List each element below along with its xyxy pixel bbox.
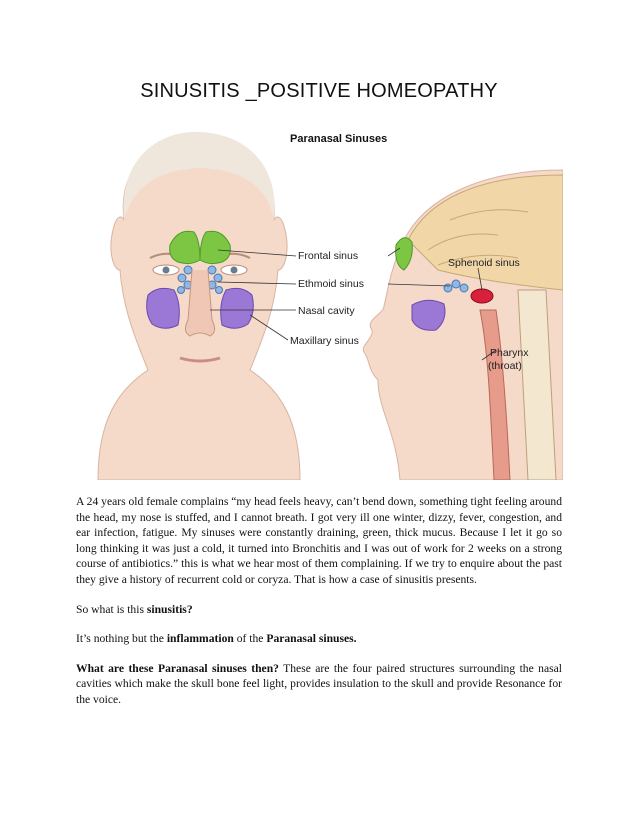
document-title: SINUSITIS _POSITIVE HOMEOPATHY bbox=[140, 80, 498, 102]
question-term: sinusitis? bbox=[146, 602, 193, 616]
label-frontal-sinus: Frontal sinus bbox=[298, 250, 359, 262]
definition-term-sinuses: Paranasal sinuses. bbox=[266, 632, 357, 646]
paragraph-case-description: A 24 years old female complains “my head feels heavy, can’t bend down, something tight feeling around the head, my nose is stuffed, and I cannot breath. I got very ill one winter, dizzy, fever, congestion, and ear infection, fatigue. My sinuses were constantly draining, green, thick mucus. Because I let it go so long thinking it was just a cold, it turned into Bronchitis and I was out of work for 2 weeks on a strong course of antibiotics.” this is what we hear most of them complaining. If we try to enquire about the past they give a history of recurrent cold or coryza. That is how a case of sinusitis presents. bbox=[76, 495, 562, 586]
article-body bbox=[76, 494, 562, 722]
label-nasal-cavity: Nasal cavity bbox=[298, 305, 355, 317]
definition-text-c: of the bbox=[233, 632, 267, 646]
sinuses-answer: These are the four paired structures surrounding the nasal cavities which make the skull bone feel light, provides insulation to the skull and provide Resonance for the voice. bbox=[76, 661, 563, 706]
label-throat: (throat) bbox=[488, 360, 522, 372]
paragraph-paranasal-sinuses bbox=[76, 661, 562, 708]
paranasal-sinuses-illustration bbox=[78, 120, 563, 480]
label-sphenoid-sinus: Sphenoid sinus bbox=[448, 257, 520, 269]
front-face-drawing bbox=[98, 132, 300, 480]
paragraph-definition bbox=[76, 631, 562, 647]
side-head-drawing bbox=[363, 170, 563, 480]
definition-term-inflammation: inflammation bbox=[166, 632, 234, 646]
label-maxillary-sinus: Maxillary sinus bbox=[290, 335, 359, 347]
definition-text-a: It’s nothing but the bbox=[76, 632, 167, 646]
question-text: So what is this bbox=[76, 602, 147, 616]
label-pharynx: Pharynx bbox=[490, 347, 529, 359]
sinuses-question: What are these Paranasal sinuses then? bbox=[76, 661, 279, 675]
label-ethmoid-sinus: Ethmoid sinus bbox=[298, 278, 364, 290]
paragraph-question bbox=[76, 602, 562, 618]
figure-heading: Paranasal Sinuses bbox=[290, 133, 388, 145]
